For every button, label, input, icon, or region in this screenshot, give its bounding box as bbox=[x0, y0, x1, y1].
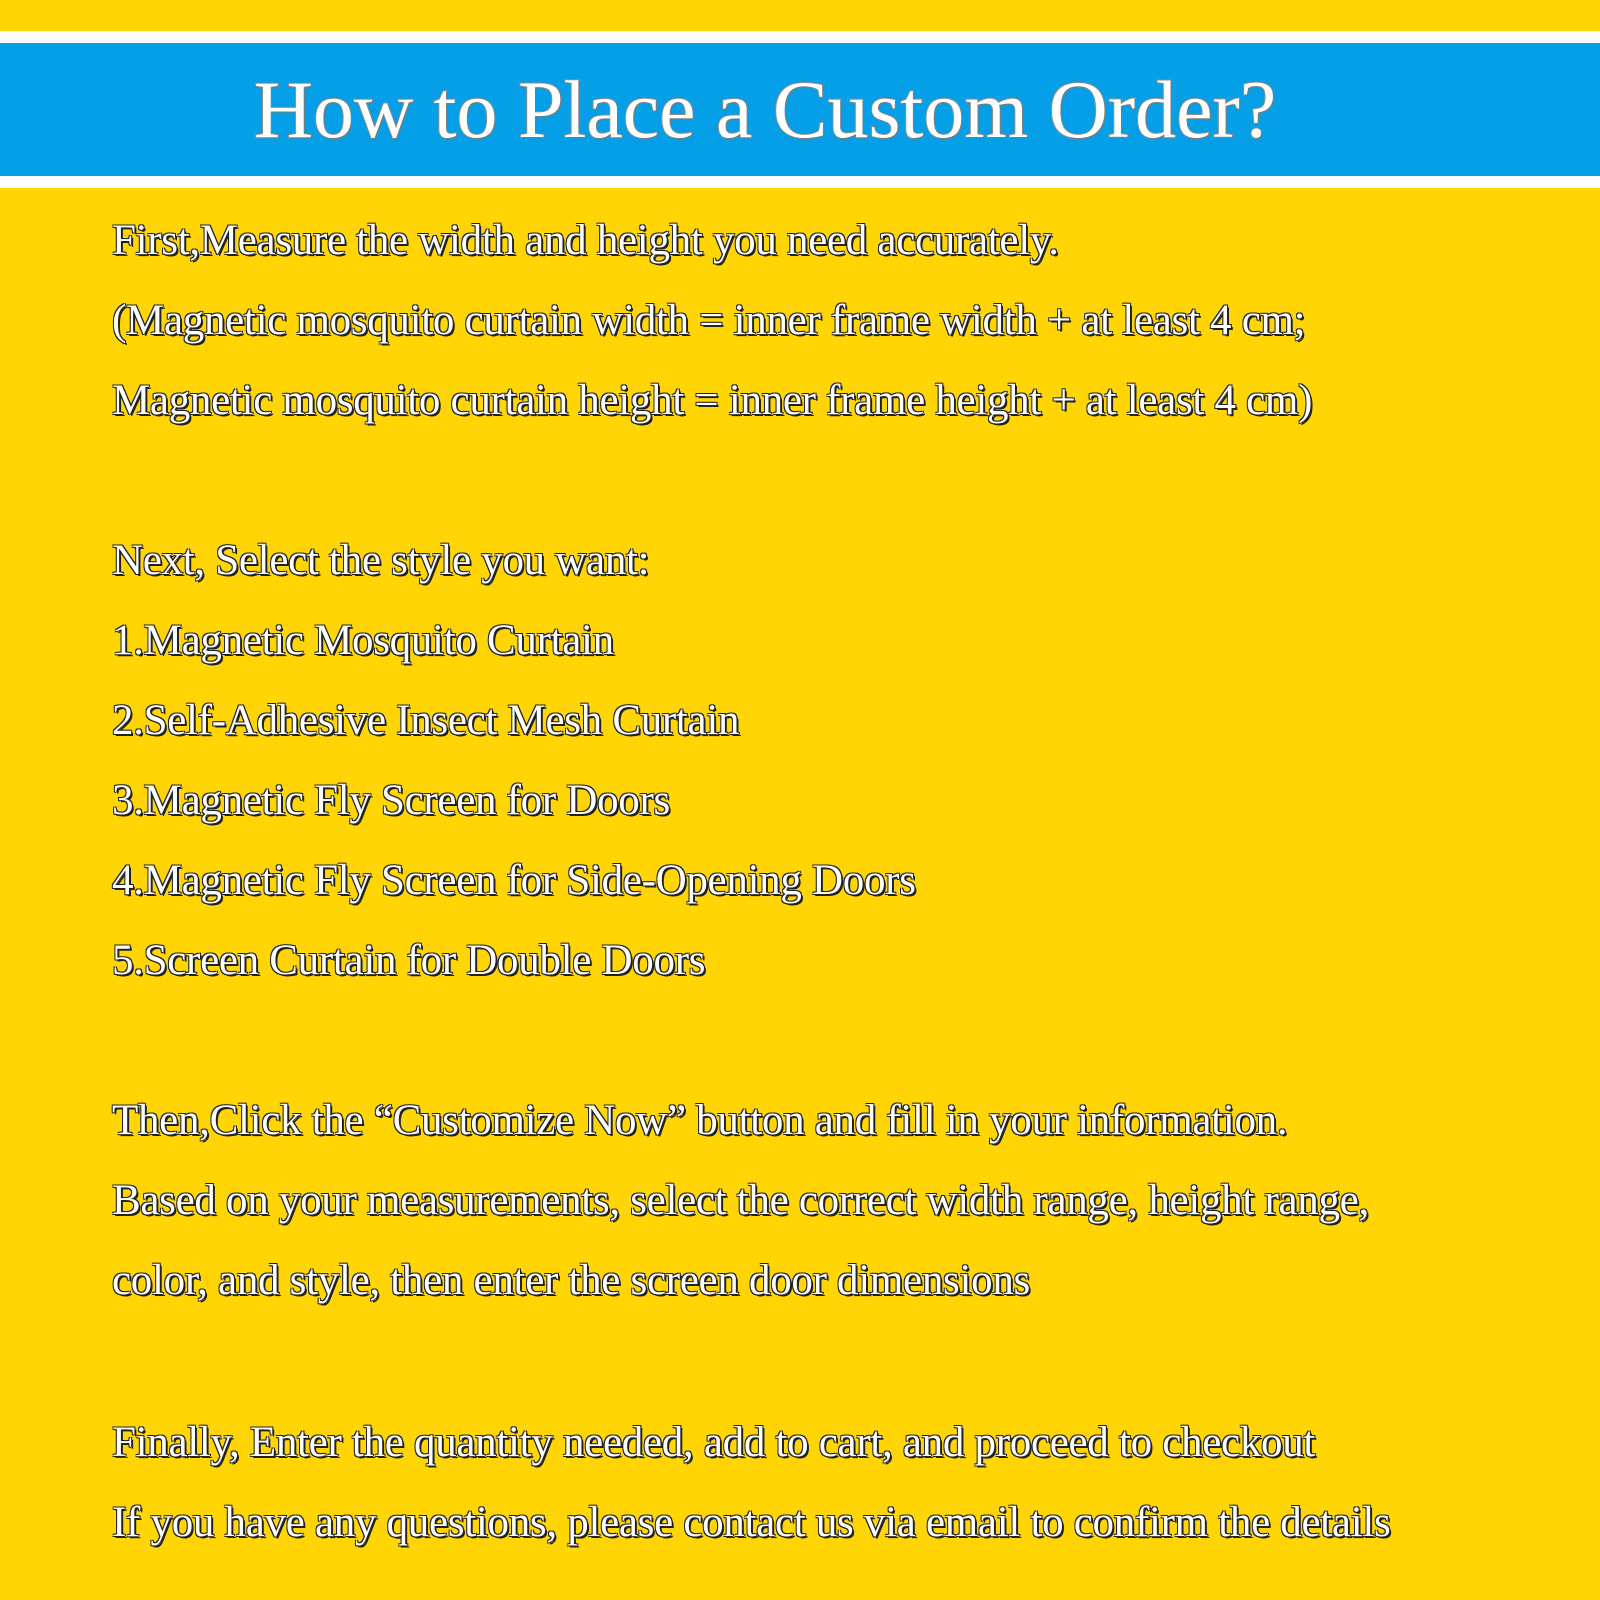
step-next-heading: Next, Select the style you want: bbox=[112, 537, 650, 584]
step-finally-line-1: Finally, Enter the quantity needed, add to cart, and proceed to checkout bbox=[112, 1419, 1316, 1466]
style-option-4: 4.Magnetic Fly Screen for Side-Opening Doors bbox=[112, 857, 916, 904]
style-option-5: 5.Screen Curtain for Double Doors bbox=[112, 937, 706, 984]
step-then-line-3: color, and style, then enter the screen door dimensions bbox=[112, 1257, 1030, 1304]
style-option-1: 1.Magnetic Mosquito Curtain bbox=[112, 617, 614, 664]
page-title: How to Place a Custom Order? bbox=[253, 64, 1277, 155]
banner-bottom-divider bbox=[0, 176, 1600, 188]
banner-top-divider bbox=[0, 31, 1600, 43]
style-option-3: 3.Magnetic Fly Screen for Doors bbox=[112, 777, 670, 824]
style-option-2: 2.Self-Adhesive Insect Mesh Curtain bbox=[112, 697, 740, 744]
step-then-line-1: Then,Click the “Customize Now” button and fill in your information. bbox=[112, 1097, 1288, 1144]
step-finally-line-2: If you have any questions, please contact us via email to confirm the details bbox=[112, 1499, 1391, 1546]
step-first-line-2: (Magnetic mosquito curtain width = inner frame width + at least 4 cm; bbox=[112, 297, 1306, 344]
step-first-line-3: Magnetic mosquito curtain height = inner frame height + at least 4 cm) bbox=[112, 377, 1313, 424]
step-then-line-2: Based on your measurements, select the correct width range, height range, bbox=[112, 1177, 1369, 1224]
step-first-line-1: First,Measure the width and height you need accurately. bbox=[112, 217, 1059, 264]
